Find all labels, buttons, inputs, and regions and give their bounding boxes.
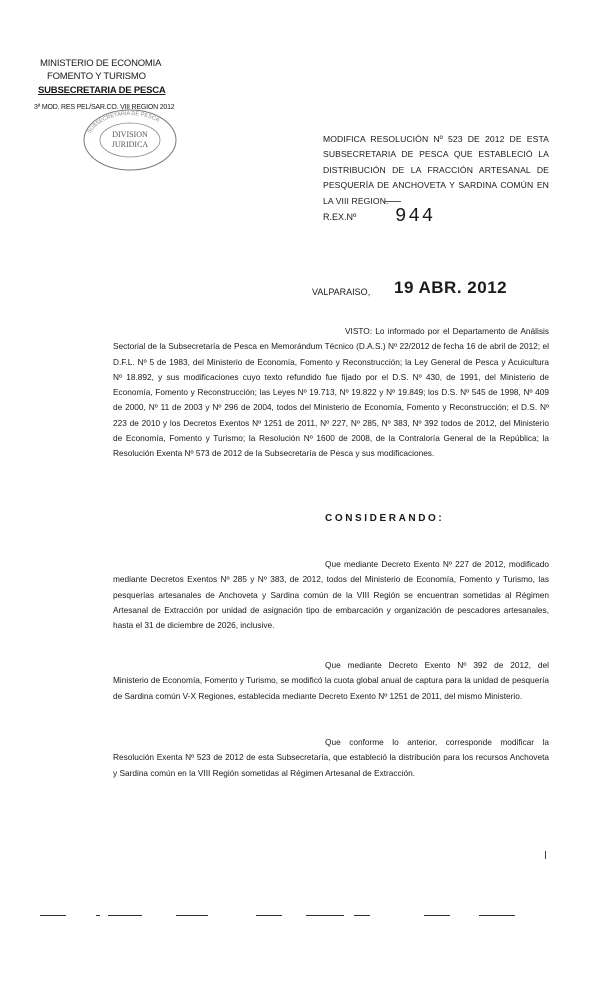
ministry-name: MINISTERIO DE ECONOMIA (40, 58, 162, 69)
division-juridica-stamp (80, 108, 180, 174)
resolution-subject: MODIFICA RESOLUCIÓN Nº 523 DE 2012 DE ESTA SUBSECRETARIA DE PESCA QUE ESTABLECIÓ LA DISTRIBUCIÓN DE LA FRACCIÓN ARTESANAL DE PESQUERÍA DE ANCHOVETA Y SARDINA COMÚN EN LA VIII REGION. (323, 134, 549, 206)
margin-mark (545, 851, 546, 859)
considerando-heading: CONSIDERANDO: (325, 513, 445, 524)
footer-dash (354, 915, 370, 916)
resolution-date: 19 ABR. 2012 (394, 278, 508, 297)
footer-dash (256, 915, 282, 916)
visto-paragraph: VISTO: Lo informado por el Departamento de Análisis Sectorial de la Subsecretaría de Pesca en Memorándum Técnico (D.A.S.) Nº 22/2012 de fecha 16 de abril de 2012; el D.F.L. Nº 5 de 1983, del Ministerio de Economía, Fomento y Reconstrucción; la Ley General de Pesca y Acuicultura Nº 18.892, y sus modificaciones cuyo texto refundido fue fijado por el D.S. Nº 430, de 1991, del Ministerio de Economía, Fomento y Reconstrucción; las Leyes Nº 19.713, Nº 19.822 y Nº 19.849; los D.S. Nº 545 de 1998, Nº 409 de 2000, Nº 11 de 2003 y Nº 296 de 2004, todos del Ministerio de Economía, Fomento y Reconstrucción; el D.S. Nº 223 de 2010 y los Decretos Exentos Nº 1251 de 2011, Nº 227, Nº 285, Nº 383, Nº 392 todos de 2012, del Ministerio de Economía, Fomento y Turismo; la Resolución Nº 1600 de 2008, de la Contraloría General de la República; la Resolución Exenta Nº 573 de 2012 de la Subsecretaría de Pesca y sus modificaciones. (113, 326, 549, 459)
resolution-label: R.EX.Nº (323, 212, 357, 222)
ministry-subtitle: FOMENTO Y TURISMO (47, 71, 146, 82)
considerando-2: Que mediante Decreto Exento Nº 392 de 2012, del Ministerio de Economía, Fomento y Turismo, se modificó la cuota global anual de captura para la unidad de pesquería de Sardina común V-X Regiones, establecida mediante Decreto Exento Nº 1251 de 2011, del mismo Ministerio. (113, 660, 549, 701)
stamp-line-2: JURIDICA (111, 140, 149, 149)
considerando-3: Que conforme lo anterior, corresponde modificar la Resolución Exenta Nº 523 de 2012 de esta Subsecretaría, que estableció la distribución para los recursos Anchoveta y Sardina común en la VIII Región sometidas al Régimen Artesanal de Extracción. (113, 737, 549, 778)
footer-dash (96, 915, 100, 916)
footer-dash (306, 915, 344, 916)
footer-dash (424, 915, 450, 916)
resolution-number: 944 (395, 205, 436, 227)
file-reference: 3ª MOD. RES PEL/SAR.CO. VIII REGION 2012 (34, 104, 175, 111)
city-label: VALPARAISO, (312, 287, 371, 297)
stamp-ring-text: SUBSECRETARIA DE PESCA (86, 110, 161, 135)
footer-dash (479, 915, 515, 916)
considerando-1: Que mediante Decreto Exento Nº 227 de 2012, modificado mediante Decretos Exentos Nº 285 y Nº 383, de 2012, todos del Ministerio de Economía, Fomento y Turismo, las pesquerías artesanales de Anchoveta y Sardina común de la VIII Región se encuentran sometidas al Régimen Artesanal de Extracción por unidad de asignación tipo de embarcación y organización de pescadores artesanales, hasta el 31 de diciembre de 2026, inclusive. (113, 559, 549, 631)
subsecretaria-name: SUBSECRETARIA DE PESCA (38, 85, 166, 96)
footer-dash (40, 915, 66, 916)
footer-dash (108, 915, 142, 916)
signature-dash (383, 201, 401, 202)
stamp-line-1: DIVISION (112, 130, 148, 139)
footer-dash (176, 915, 208, 916)
